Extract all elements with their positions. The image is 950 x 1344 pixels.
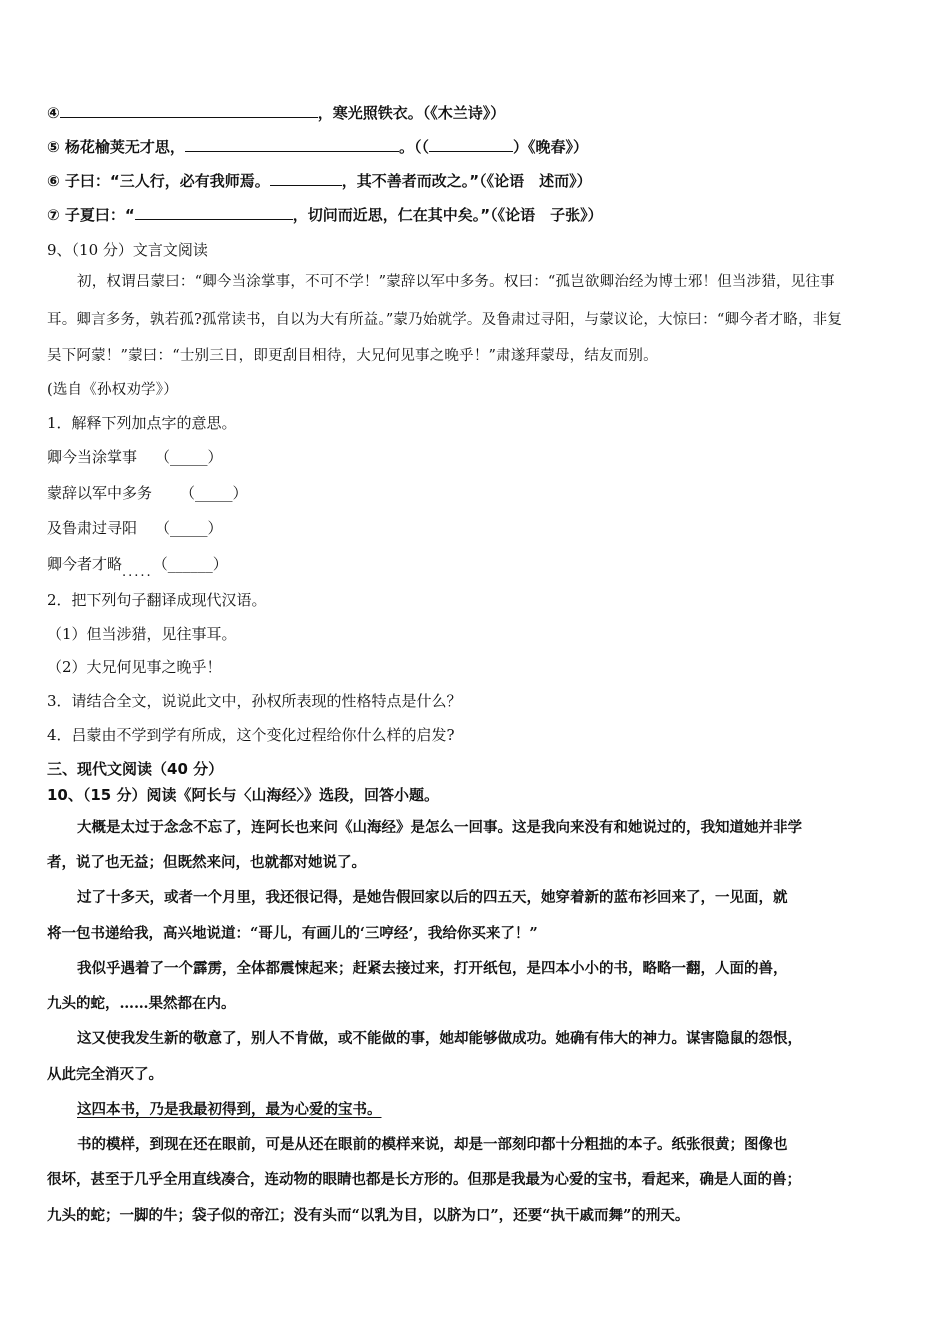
q9-source: (选自《孙权劝学》）	[47, 382, 178, 398]
fill-line-6-suffix: ，其不善者而改之。”（《论语 述而》）	[341, 172, 592, 190]
fill-blank-5b[interactable]	[429, 137, 513, 152]
emphasis-dots: .....	[122, 565, 153, 580]
q9-item-4-text: 卿今者才略	[47, 555, 123, 573]
q9-item-3	[47, 518, 223, 538]
passage-line-4: 将一包书递给我，高兴地说道：“哥儿，有画儿的‘三哼经’，我给你买来了！”	[47, 925, 538, 942]
passage-line-11: 很坏，甚至于几乎全用直线凑合，连动物的眼睛也都是长方形的。但那是我最为心爱的宝书，看起来，确是人面的兽；	[47, 1171, 801, 1188]
fill-line-5	[47, 137, 588, 157]
passage-line-3: 过了十多天，或者一个月里，我还很记得，是她告假回家以后的四五天，她穿着新的蓝布衫回来了，一见面，就	[77, 889, 788, 906]
fill-line-5-prefix: ⑤ 杨花榆荚无才思，	[47, 138, 185, 156]
q9-item-1-text: 卿今当涂掌事	[47, 448, 138, 466]
q9-sub2a: （1）但当涉猎，见往事耳。	[47, 625, 237, 643]
q9-passage-line-2: 耳。卿言多务，孰若孤?孤常读书，自以为大有所益。”蒙乃始就学。及鲁肃过寻阳，与蒙议论，大惊曰：“卿今者才略，非复	[47, 312, 843, 328]
passage-line-2: 者，说了也无益；但既然来问，也就都对她说了。	[47, 854, 366, 871]
q9-item-2	[47, 483, 248, 503]
fill-line-4	[47, 103, 505, 123]
section3-heading: 三、现代文阅读（40 分）	[47, 760, 224, 778]
q9-sub2: 2．把下列句子翻译成现代汉语。	[47, 591, 267, 609]
fill-line-6-prefix: ⑥ 子曰：“三人行，必有我师焉。	[47, 172, 270, 190]
fill-blank-5a[interactable]	[185, 137, 399, 152]
q9-sub1: 1．解释下列加点字的意思。	[47, 414, 237, 432]
fill-line-7	[47, 205, 603, 225]
q9-item-3-answer[interactable]: （_____）	[155, 519, 223, 537]
passage-line-6: 九头的蛇，……果然都在内。	[47, 995, 236, 1012]
fill-line-5-mid: 。（（	[398, 138, 429, 156]
fill-line-5-suffix: ）《晚春》）	[512, 138, 588, 156]
fill-line-7-prefix: ⑦ 子夏曰：“	[47, 206, 135, 224]
q9-sub3: 3．请结合全文，说说此文中，孙权所表现的性格特点是什么？	[47, 692, 462, 710]
q9-sub4: 4．吕蒙由不学到学有所成，这个变化过程给你什么样的启发?	[47, 726, 455, 744]
passage-line-8: 从此完全消灭了。	[47, 1066, 163, 1083]
q9-item-2-text: 蒙辞以军中多务	[47, 484, 153, 502]
q9-sub2b: （2）大兄何见事之晚乎！	[47, 658, 222, 676]
passage-line-7: 这又使我发生新的敬意了，别人不肯做，或不能做的事，她却能够做成功。她确有伟大的神力。谋害隐鼠的怨恨，	[77, 1030, 802, 1047]
passage-line-1: 大概是太过于念念不忘了，连阿长也来问《山海经》是怎么一回事。这是我向来没有和她说过的，我知道她并非学	[77, 819, 802, 836]
fill-blank-4[interactable]	[60, 103, 318, 118]
fill-blank-6[interactable]	[270, 171, 342, 186]
q9-item-4	[47, 554, 228, 580]
q9-item-1	[47, 447, 223, 467]
passage-line-12: 九头的蛇；一脚的牛；袋子似的帝江；没有头而“以乳为目，以脐为口”，还要“执干戚而舞”的刑天。	[47, 1207, 690, 1224]
passage-line-5: 我似乎遇着了一个霹雳，全体都震悚起来；赶紧去接过来，打开纸包，是四本小小的书，略略一翻，人面的兽，	[77, 960, 788, 977]
q9-item-1-answer[interactable]: （_____）	[155, 448, 223, 466]
fill-line-4-suffix: ，寒光照铁衣。（《木兰诗》）	[317, 104, 506, 122]
q9-passage-line-1: 初，权谓吕蒙曰：“卿今当涂掌事，不可不学！”蒙辞以军中多务。权曰：“孤岂欲卿治经为博士邪！但当涉猎，见往事	[77, 274, 835, 290]
q10-heading: 10、（15 分）阅读《阿长与〈山海经〉》选段，回答小题。	[47, 786, 439, 804]
fill-line-6	[47, 171, 592, 191]
q9-item-4-answer[interactable]: （______）	[152, 555, 228, 573]
passage-line-10: 书的模样，到现在还在眼前，可是从还在眼前的模样来说，却是一部刻印都十分粗拙的本子。纸张很黄；图像也	[77, 1136, 788, 1153]
fill-line-4-prefix: ④	[47, 104, 60, 122]
q9-heading: 9、（10 分）文言文阅读	[47, 241, 208, 259]
fill-line-7-suffix: ，切问而近思，仁在其中矣。”（《论语 子张》）	[292, 206, 603, 224]
passage-underlined-sentence: 这四本书，乃是我最初得到，最为心爱的宝书。	[77, 1101, 382, 1118]
q9-item-3-text: 及鲁肃过寻阳	[47, 519, 138, 537]
fill-blank-7[interactable]	[135, 205, 293, 220]
q9-item-2-answer[interactable]: （_____）	[180, 484, 248, 502]
q9-passage-line-3: 吴下阿蒙！”蒙曰：“士别三日，即更刮目相待，大兄何见事之晚乎！”肃遂拜蒙母，结友而别。	[47, 348, 658, 364]
